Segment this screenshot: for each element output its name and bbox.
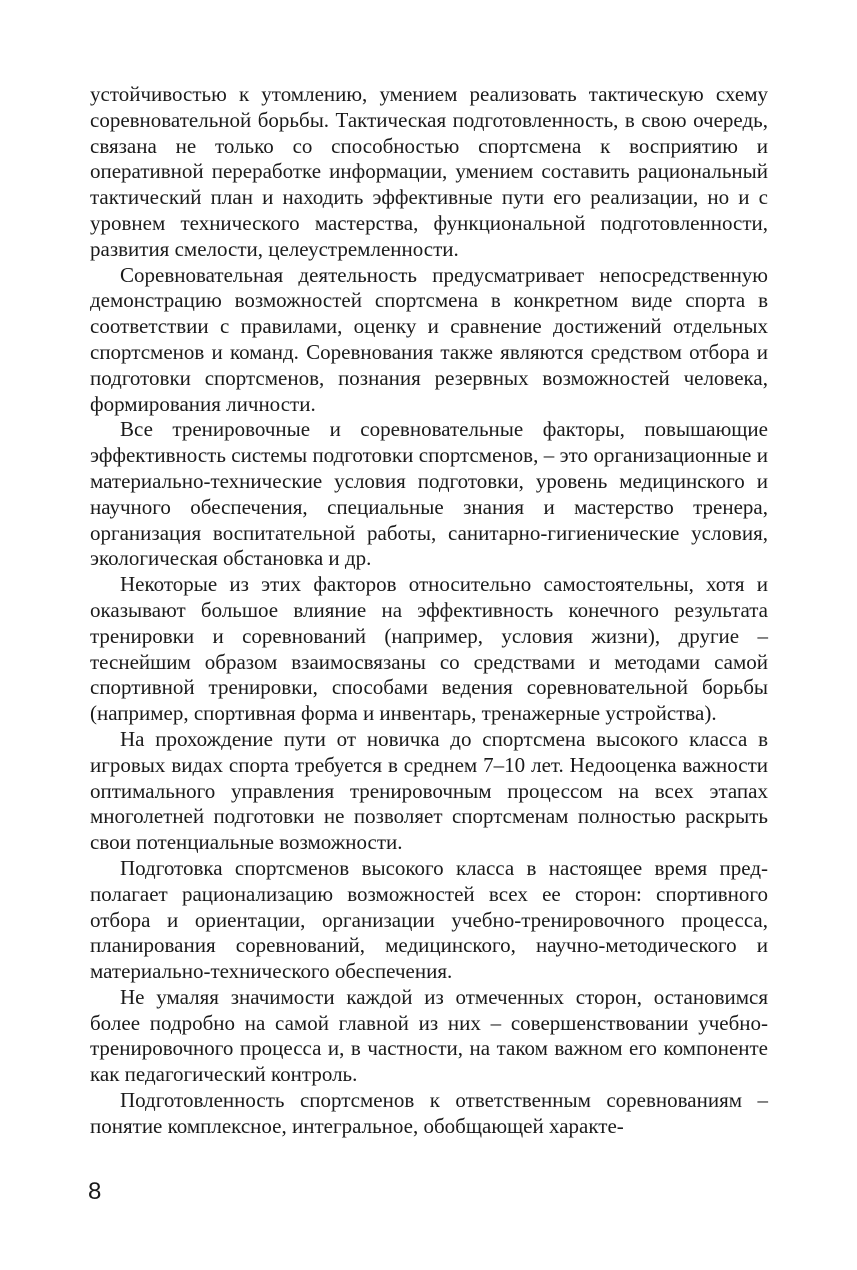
paragraph-4: Некоторые из этих факторов относительно самостоятельны, хотя и оказывают большое влияние на эффективность конечного результата тренировки и соревнований (например, условия жизни), другие – теснейшим образом взаимосвязаны со средствами и методами самой спортивной тренировки, способами ведения соревновательной борьбы (например, спортивная форма и инвентарь, тренажерные устройства). bbox=[90, 572, 768, 726]
paragraph-3: Все тренировочные и соревновательные факторы, повышающие эффективность системы подготовки спортсменов, – это организационные и материально-технические условия подготовки, уровень медицинского и научного обеспечения, специальные знания и мастерство тренера, организация воспитательной работы, санитарно-гигиенические условия, экологическая обстановка и др. bbox=[90, 417, 768, 571]
paragraph-6: Подготовка спортсменов высокого класса в настоящее время предполагает рационализацию возможностей всех ее сторон: спортивного отбора и ориентации, организации учебно-тренировочного процесса, планирования соревнований, медицинского, научно-методического и материально-технического обеспечения. bbox=[90, 855, 768, 984]
paragraph-1: устойчивостью к утомлению, умением реализовать тактическую схему соревновательной борьбы. Тактическая подготовленность, в свою очередь, связана не только со способностью спортсмена к восприятию и оперативной переработке информации, умением составить рациональный тактический план и находить эффективные пути его реализации, но и с уровнем технического мастерства, функциональной подготовленности, развития смелости, целеустремленности. bbox=[90, 82, 768, 261]
page-body bbox=[90, 82, 768, 1140]
paragraph-5: На прохождение пути от новичка до спортсмена высокого класса в игровых видах спорта требуется в среднем 7–10 лет. Недооценка важности оптимального управления тренировочным процессом на всех этапах многолетней подготовки не позволяет спортсменам полностью раскрыть свои потенциальные возможности. bbox=[90, 726, 768, 855]
paragraph-2: Соревновательная деятельность предусматривает непосредственную демонстрацию возможностей спортсмена в конкретном виде спорта в соответствии с правилами, оценку и сравнение достижений отдельных спортсменов и команд. Соревнования также являются средством отбора и подготовки спортсменов, познания резервных возможностей человека, формирования личности. bbox=[90, 262, 768, 416]
paragraph-8: Подготовленность спортсменов к ответственным соревнованиям – понятие комплексное, интегральное, обобщающей характе- bbox=[90, 1088, 768, 1138]
page-number: 8 bbox=[88, 1178, 102, 1205]
paragraph-7: Не умаляя значимости каждой из отмеченных сторон, остановимся более подробно на самой главной из них – совершенствовании учебно-тренировочного процесса и, в частности, на таком важном его компоненте как педагогический контроль. bbox=[90, 984, 768, 1087]
